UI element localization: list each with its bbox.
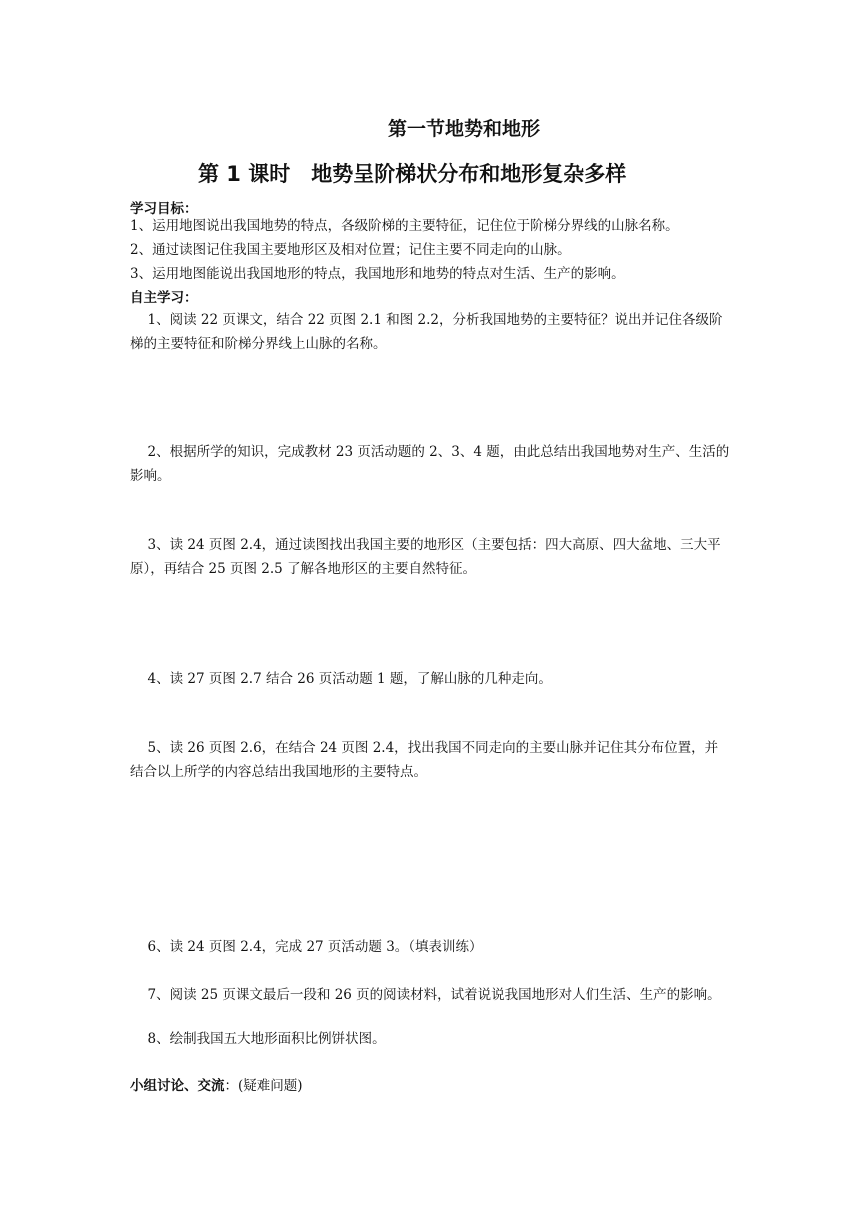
objectives-heading: 学习目标：: [130, 201, 198, 217]
discussion-heading: [130, 1074, 303, 1094]
self-study-item-3: 3、读 24 页图 2.4，通过读图找出我国主要的地形区（主要包括：四大高原、四大盆地、三大平原），再结合 25 页图 2.5 了解各地形区的主要自然特征。: [130, 537, 721, 577]
self-study-item-5: 5、读 26 页图 2.6，在结合 24 页图 2.4，找出我国不同走向的主要山脉并记住其分布位置，并结合以上所学的内容总结出我国地形的主要特点。: [130, 740, 719, 780]
self-study-heading: 自主学习：: [130, 290, 198, 306]
self-study-item-8: 8、绘制我国五大地形面积比例饼状图。: [147, 1031, 386, 1047]
self-study-item-7: 7、阅读 25 页课文最后一段和 26 页的阅读材料，试着说说我国地形对人们生活、生产的影响。: [147, 987, 721, 1003]
self-study-item-4: 4、读 27 页图 2.7 结合 26 页活动题 1 题，了解山脉的几种走向。: [147, 671, 552, 687]
section-title: 第一节地势和地形: [388, 118, 541, 140]
objective-item-3: 3、运用地图能说出我国地形的特点，我国地形和地势的特点对生活、生产的影响。: [130, 266, 625, 282]
self-study-item-1: 1、阅读 22 页课文，结合 22 页图 2.1 和图 2.2，分析我国地势的主要特征？说出并记住各级阶梯的主要特征和阶梯分界线上山脉的名称。: [130, 312, 723, 352]
discussion-heading-text: 小组讨论、交流: [130, 1078, 225, 1094]
objective-item-1: 1、运用地图说出我国地势的特点，各级阶梯的主要特征，记住位于阶梯分界线的山脉名称。: [130, 218, 679, 234]
discussion-note: ：(疑难问题): [224, 1078, 303, 1094]
self-study-item-2: 2、根据所学的知识，完成教材 23 页活动题的 2、3、4 题，由此总结出我国地势对生产、生活的影响。: [130, 444, 730, 484]
self-study-item-6: 6、读 24 页图 2.4，完成 27 页活动题 3。（填表训练）: [147, 939, 483, 955]
objective-item-2: 2、通过读图记住我国主要地形区及相对位置；记住主要不同走向的山脉。: [130, 242, 571, 258]
lesson-title: 第 1 课时 地势呈阶梯状分布和地形复杂多样: [198, 162, 627, 186]
